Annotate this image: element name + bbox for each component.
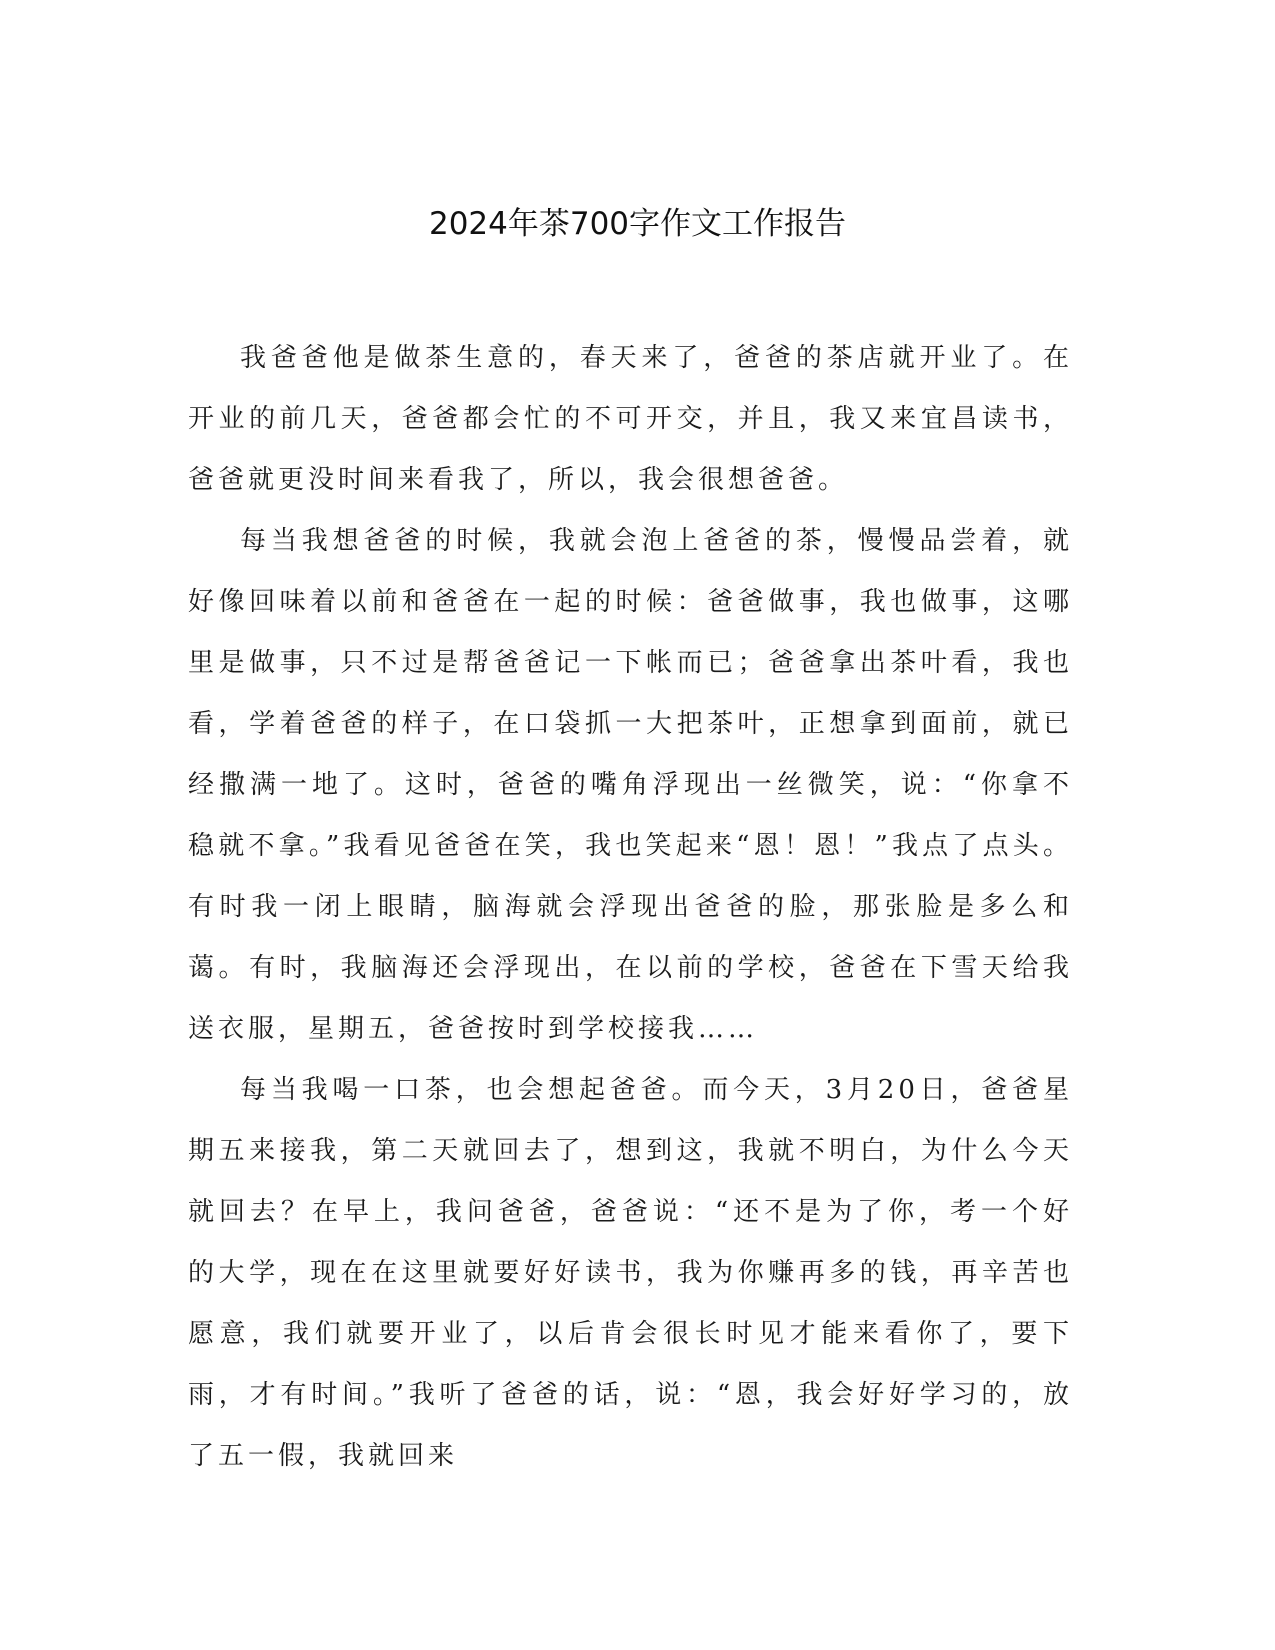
document-body	[188, 328, 1073, 1487]
document-title: 2024年茶700字作文工作报告	[428, 206, 847, 242]
paragraph-2: 每当我想爸爸的时候，我就会泡上爸爸的茶，慢慢品尝着，就好像回味着以前和爸爸在一起的时候：爸爸做事，我也做事，这哪里是做事，只不过是帮爸爸记一下帐而已；爸爸拿出茶叶看，我也看，学着爸爸的样子，在口袋抓一大把茶叶，正想拿到面前，就已经撒满一地了。这时，爸爸的嘴角浮现出一丝微笑，说：“你拿不稳就不拿。”我看见爸爸在笑，我也笑起来“恩！恩！”我点了点头。有时我一闭上眼睛，脑海就会浮现出爸爸的脸，那张脸是多么和蔼。有时，我脑海还会浮现出，在以前的学校，爸爸在下雪天给我送衣服，星期五，爸爸按时到学校接我……	[188, 526, 1073, 1044]
paragraph-3: 每当我喝一口茶，也会想起爸爸。而今天，3月20日，爸爸星期五来接我，第二天就回去了，想到这，我就不明白，为什么今天就回去？在早上，我问爸爸，爸爸说：“还不是为了你，考一个好的大学，现在在这里就要好好读书，我为你赚再多的钱，再辛苦也愿意，我们就要开业了，以后肯会很长时见才能来看你了，要下雨，才有时间。”我听了爸爸的话，说：“恩，我会好好学习的，放了五一假，我就回来	[188, 1075, 1073, 1471]
paragraph-1: 我爸爸他是做茶生意的，春天来了，爸爸的茶店就开业了。在开业的前几天，爸爸都会忙的不可开交，并且，我又来宜昌读书，爸爸就更没时间来看我了，所以，我会很想爸爸。	[188, 343, 1073, 495]
